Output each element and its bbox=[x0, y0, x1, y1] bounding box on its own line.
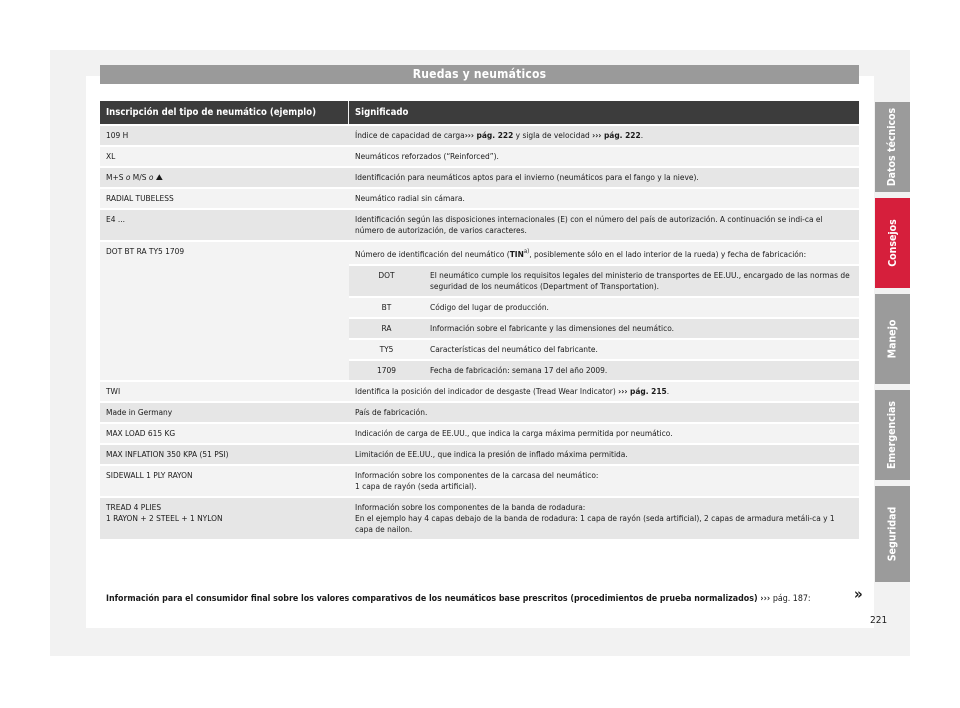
inscription-cell: SIDEWALL 1 PLY RAYON bbox=[106, 469, 193, 480]
code-meaning-cell: Fecha de fabricación: semana 17 del año 2009. bbox=[430, 364, 608, 375]
table-row bbox=[100, 145, 859, 166]
code-cell: TY5 bbox=[379, 343, 394, 354]
note-text: : bbox=[807, 594, 811, 604]
inscription-cell: RADIAL TUBELESS bbox=[106, 193, 174, 203]
tire-inscription-table bbox=[100, 101, 859, 539]
inscription-text: o bbox=[125, 172, 131, 182]
tab-datos-tecnicos[interactable] bbox=[875, 102, 910, 192]
header-meaning: Significado bbox=[355, 107, 409, 118]
tab-consejos[interactable] bbox=[875, 198, 910, 288]
table-row bbox=[100, 240, 859, 380]
tab-emergencias[interactable] bbox=[875, 390, 910, 480]
inscription-cell: DOT BT RA TY5 1709 bbox=[106, 246, 185, 256]
code-cell: BT bbox=[381, 301, 392, 312]
meaning-cell: Identificación según las disposiciones internacionales (E) con el número del país de autorización. A continuación se indi-ca el número de autorización, de varios caracteres. bbox=[355, 214, 823, 235]
meaning-text: y sigla de velocidad bbox=[513, 130, 593, 140]
table-header bbox=[100, 101, 859, 124]
table-row bbox=[100, 464, 859, 496]
meaning-text bbox=[349, 242, 859, 264]
meaning-line: 1 capa de rayón (seda artificial). bbox=[355, 480, 477, 491]
sub-row bbox=[349, 296, 859, 317]
inscription-text: M/S bbox=[130, 172, 149, 182]
code-meaning-cell: Información sobre el fabricante y las dimensiones del neumático. bbox=[430, 322, 674, 333]
meaning-cell: Indicación de carga de EE.UU., que indica la carga máxima permitida por neumático. bbox=[355, 427, 673, 438]
meaning-cell bbox=[349, 382, 859, 401]
meaning-cell: Neumático radial sin cámara. bbox=[355, 193, 465, 203]
table-row bbox=[100, 124, 859, 145]
page-reference-link[interactable]: ››› pág. 222 bbox=[592, 130, 641, 140]
meaning-cell: Limitación de EE.UU., que indica la presión de inflado máxima permitida. bbox=[355, 448, 628, 459]
table-row bbox=[100, 496, 859, 539]
meaning-cell: País de fabricación. bbox=[355, 406, 428, 417]
continue-marker-icon: » bbox=[854, 585, 863, 603]
meaning-cell: Identificación para neumáticos aptos para el invierno (neumáticos para el fango y la nieve). bbox=[355, 172, 699, 182]
snowflake-mountain-icon: ⛰ bbox=[155, 172, 163, 182]
code-meaning-cell: Características del neumático del fabricante. bbox=[430, 343, 598, 354]
tab-label: Emergencias bbox=[886, 400, 899, 470]
sub-row bbox=[349, 359, 859, 380]
code-meaning-cell: Código del lugar de producción. bbox=[430, 301, 549, 312]
meaning-line: Información sobre los componentes de la banda de rodadura: bbox=[355, 501, 586, 512]
meaning-cell bbox=[349, 466, 859, 496]
meaning-text: . bbox=[666, 385, 670, 396]
table-row bbox=[100, 422, 859, 443]
meaning-text: Identifica la posición del indicador de desgaste (Tread Wear Indicator) bbox=[355, 385, 619, 396]
meaning-cell bbox=[349, 126, 859, 145]
code-cell: RA bbox=[381, 322, 392, 333]
tab-label: Manejo bbox=[886, 319, 899, 359]
meaning-cell bbox=[349, 242, 859, 380]
meaning-text: Índice de capacidad de carga bbox=[355, 130, 465, 140]
page-reference-link[interactable]: ››› pág. 222 bbox=[464, 130, 514, 140]
inscription-text: o bbox=[148, 172, 154, 182]
table-row bbox=[100, 443, 859, 464]
meaning-line: En el ejemplo hay 4 capas debajo de la banda de rodadura: 1 capa de rayón (seda artificial), 2 capas de armadura metáli-ca y 1 capa de nailon. bbox=[355, 512, 835, 534]
inscription-text: M+S bbox=[106, 172, 126, 182]
tab-label: Datos técnicos bbox=[886, 107, 899, 187]
inscription-cell bbox=[100, 168, 349, 187]
inscription-cell: 109 H bbox=[106, 130, 129, 140]
sub-row bbox=[349, 264, 859, 296]
inscription-cell: Made in Germany bbox=[106, 406, 173, 417]
inscription-cell: MAX LOAD 615 KG bbox=[106, 427, 176, 438]
note-text: Información para el consumidor final sobre los valores comparativos de los neumáticos base prescritos (procedimientos de prueba normalizados) ››› bbox=[106, 594, 773, 604]
inscription-cell: MAX INFLATION 350 KPA (51 PSI) bbox=[106, 448, 229, 459]
header-inscription: Inscripción del tipo de neumático (ejemplo) bbox=[100, 101, 349, 124]
tin-label: TIN bbox=[509, 248, 524, 259]
footnote-marker: a) bbox=[523, 248, 530, 255]
meaning-text: . bbox=[640, 130, 644, 140]
page-reference-link[interactable]: pág. 187 bbox=[772, 594, 808, 604]
code-cell: 1709 bbox=[377, 364, 396, 375]
tab-label: Seguridad bbox=[886, 506, 899, 562]
inscription-cell: XL bbox=[106, 151, 116, 161]
inscription-cell bbox=[100, 498, 349, 539]
meaning-cell bbox=[349, 498, 859, 539]
consumer-info-note bbox=[106, 594, 811, 604]
table-row bbox=[100, 380, 859, 401]
sub-row bbox=[349, 317, 859, 338]
meaning-line: Información sobre los componentes de la carcasa del neumático: bbox=[355, 469, 599, 480]
inscription-cell: TWI bbox=[106, 385, 121, 396]
inscription-line: 1 RAYON + 2 STEEL + 1 NYLON bbox=[106, 512, 223, 523]
meaning-text: Número de identificación del neumático ( bbox=[355, 248, 510, 259]
tab-seguridad[interactable] bbox=[875, 486, 910, 582]
sub-row bbox=[349, 338, 859, 359]
code-cell: DOT bbox=[378, 269, 395, 280]
table-row bbox=[100, 208, 859, 240]
page-reference-link[interactable]: ››› pág. 215 bbox=[618, 385, 667, 396]
tab-label: Consejos bbox=[886, 219, 899, 267]
inscription-cell: E4 ... bbox=[106, 214, 125, 224]
meaning-text: , posiblemente sólo en el lado interior de la rueda) y fecha de fabricación: bbox=[529, 248, 807, 259]
tab-manejo[interactable] bbox=[875, 294, 910, 384]
meaning-cell: Neumáticos reforzados (“Reinforced”). bbox=[355, 151, 499, 161]
section-title: Ruedas y neumáticos bbox=[100, 65, 859, 84]
table-row bbox=[100, 166, 859, 187]
inscription-line: TREAD 4 PLIES bbox=[106, 501, 162, 512]
code-meaning-cell: El neumático cumple los requisitos legales del ministerio de transportes de EE.UU., encargado de las normas de seguridad de los neumáticos (Department of Transportation). bbox=[430, 269, 850, 291]
table-row bbox=[100, 187, 859, 208]
table-row bbox=[100, 401, 859, 422]
page-number: 221 bbox=[870, 615, 888, 626]
